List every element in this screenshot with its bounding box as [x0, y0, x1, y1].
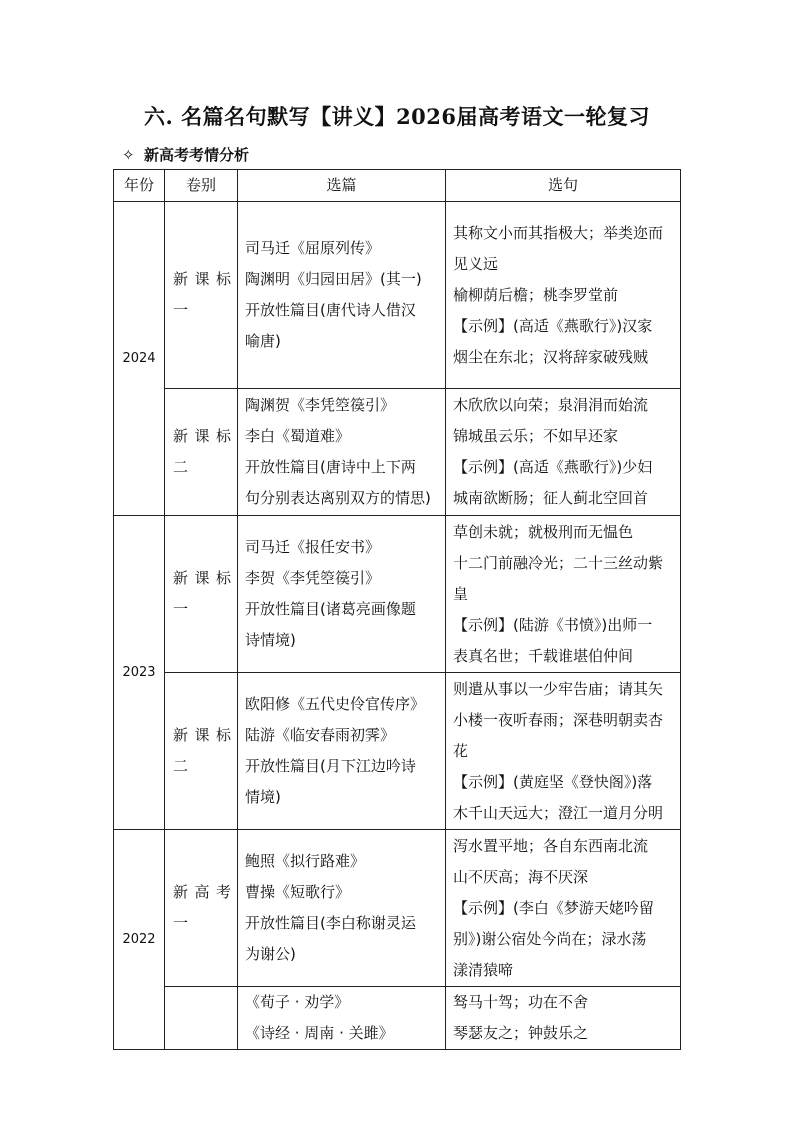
- selected-text-line: 欧阳修《五代史伶官传序》: [245, 695, 426, 713]
- paper-cell: [165, 830, 238, 987]
- selected-texts-cell: [238, 987, 446, 1050]
- selected-text-line: 《诗经 · 周南 · 关雎》: [245, 1024, 394, 1042]
- selected-text-line: 陶渊贺《李凭箜篌引》: [245, 396, 396, 414]
- header-paper: 卷别: [165, 170, 238, 202]
- paper-cell: [165, 202, 238, 389]
- document-title: 六. 名篇名句默写【讲义】2026届高考语文一轮复习: [143, 104, 651, 129]
- paper-label: 一: [173, 600, 189, 618]
- selected-sentence-line: 【示例】(陆游《书愤》)出师一: [453, 615, 653, 634]
- selected-text-line: 开放性篇目(月下江边吟诗: [245, 757, 416, 775]
- selected-sentence-line: 皇: [453, 584, 469, 603]
- selected-sentences-cell: [446, 987, 681, 1050]
- selected-text-line: 《荀子 · 劝学》: [245, 993, 350, 1011]
- selected-text-line: 李贺《李凭箜篌引》: [245, 569, 381, 587]
- table-row: [114, 202, 681, 389]
- selected-sentences-cell: [446, 202, 681, 389]
- selected-text-line: 句分别表达离别双方的情思): [245, 489, 431, 507]
- selected-sentence-line: 【示例】(高适《燕歌行》)少妇: [453, 458, 653, 476]
- selected-texts-cell: [238, 830, 446, 987]
- paper-cell: [165, 673, 238, 830]
- selected-texts-cell: [238, 516, 446, 673]
- table-row: [114, 987, 681, 1050]
- header-selected-sentences: 选句: [446, 170, 681, 202]
- selected-sentence-line: 漾清猿啼: [453, 960, 514, 979]
- paper-label: 新高考: [173, 883, 231, 901]
- selected-sentence-line: 榆柳荫后檐；桃李罗堂前: [453, 285, 619, 304]
- selected-text-line: 为谢公): [245, 945, 296, 963]
- selected-sentences-cell: [446, 389, 681, 516]
- selected-sentences-cell: [446, 673, 681, 830]
- selected-text-line: 开放性篇目(李白称谢灵运: [245, 914, 416, 932]
- selected-sentence-line: 【示例】(李白《梦游天姥吟留: [453, 898, 654, 917]
- selected-text-line: 开放性篇目(唐代诗人借汉: [245, 301, 416, 319]
- selected-sentences-cell: [446, 516, 681, 673]
- selected-text-line: 开放性篇目(诸葛亮画像题: [245, 600, 416, 618]
- selected-sentence-line: 【示例】(高适《燕歌行》)汉家: [453, 316, 653, 335]
- selected-sentence-line: 驽马十驾；功在不舍: [453, 993, 589, 1011]
- selected-texts-cell: [238, 673, 446, 830]
- selected-sentence-line: 琴瑟友之；钟鼓乐之: [453, 1024, 589, 1042]
- header-year: 年份: [114, 170, 165, 202]
- table-row: [114, 516, 681, 673]
- selected-sentence-line: 别》)谢公宿处今尚在；渌水荡: [453, 929, 647, 948]
- selected-text-line: 情境): [245, 788, 281, 806]
- selected-sentence-line: 木欣欣以向荣；泉涓涓而始流: [453, 396, 649, 414]
- selected-sentence-line: 小楼一夜听春雨；深巷明朝卖杏: [453, 710, 664, 729]
- selected-text-line: 陶渊明《归园田居》(其一): [245, 270, 422, 288]
- selected-sentence-line: 草创未就；就极刑而无愠色: [453, 522, 634, 541]
- paper-label: 二: [173, 458, 189, 476]
- selected-sentence-line: 其称文小而其指极大；举类迩而: [453, 223, 664, 242]
- selected-texts-cell: [238, 389, 446, 516]
- section-heading-text: 新高考考情分析: [144, 146, 250, 164]
- selected-text-line: 喻唐): [245, 332, 281, 350]
- selected-text-line: 陆游《临安春雨初霁》: [245, 726, 396, 744]
- paper-label: 一: [173, 914, 189, 932]
- selected-sentence-line: 木千山天远大；澄江一道月分明: [453, 803, 664, 822]
- selected-text-line: 司马迁《屈原列传》: [245, 239, 381, 257]
- selected-text-line: 司马迁《报任安书》: [245, 538, 381, 556]
- selected-sentences-cell: [446, 830, 681, 987]
- selected-sentence-line: 见义远: [453, 254, 499, 273]
- selected-sentence-line: 城南欲断肠；征人蓟北空回首: [453, 489, 649, 507]
- selected-text-line: 李白《蜀道难》: [245, 427, 351, 445]
- paper-label: 一: [173, 301, 189, 319]
- paper-label: 新课标: [173, 427, 231, 445]
- selected-sentence-line: 锦城虽云乐；不如早还家: [453, 427, 619, 445]
- selected-text-line: 开放性篇目(唐诗中上下两: [245, 458, 416, 476]
- paper-cell: [165, 987, 238, 1050]
- table-row: [114, 389, 681, 516]
- selected-sentence-line: 表真名世；千载谁堪伯仲间: [453, 646, 634, 665]
- paper-label: 二: [173, 757, 189, 775]
- paper-cell: [165, 516, 238, 673]
- exam-analysis-table: [113, 169, 681, 1050]
- selected-texts-cell: [238, 202, 446, 389]
- paper-label: 新课标: [173, 569, 231, 587]
- selected-text-line: 鲍照《拟行路难》: [245, 852, 366, 870]
- section-heading: [122, 144, 249, 165]
- header-selected-texts: 选篇: [238, 170, 446, 202]
- table-row: [114, 673, 681, 830]
- diamond-bullet-icon: ✧: [122, 146, 135, 164]
- paper-label: [173, 987, 231, 1018]
- selected-sentence-line: 花: [453, 741, 469, 760]
- paper-label: [173, 1018, 231, 1049]
- selected-sentence-line: 十二门前融冷光；二十三丝动紫: [453, 553, 664, 572]
- table-body: [114, 202, 681, 1050]
- selected-sentence-line: 山不厌高；海不厌深: [453, 867, 589, 886]
- table-header-row: [114, 170, 681, 202]
- year-cell: 2024: [114, 202, 165, 516]
- paper-label: 新课标: [173, 270, 231, 288]
- year-cell: 2022: [114, 830, 165, 1050]
- paper-label: 新课标: [173, 726, 231, 744]
- selected-text-line: 诗情境): [245, 631, 296, 649]
- selected-sentence-line: 泻水置平地；各自东西南北流: [453, 836, 649, 855]
- selected-sentence-line: 烟尘在东北；汉将辞家破残贼: [453, 347, 649, 366]
- selected-text-line: 曹操《短歌行》: [245, 883, 351, 901]
- table-row: [114, 830, 681, 987]
- paper-cell: [165, 389, 238, 516]
- selected-sentence-line: 则遣从事以一少牢告庙；请其矢: [453, 679, 664, 698]
- selected-sentence-line: 【示例】(黄庭坚《登快阁》)落: [453, 772, 653, 791]
- year-cell: 2023: [114, 516, 165, 830]
